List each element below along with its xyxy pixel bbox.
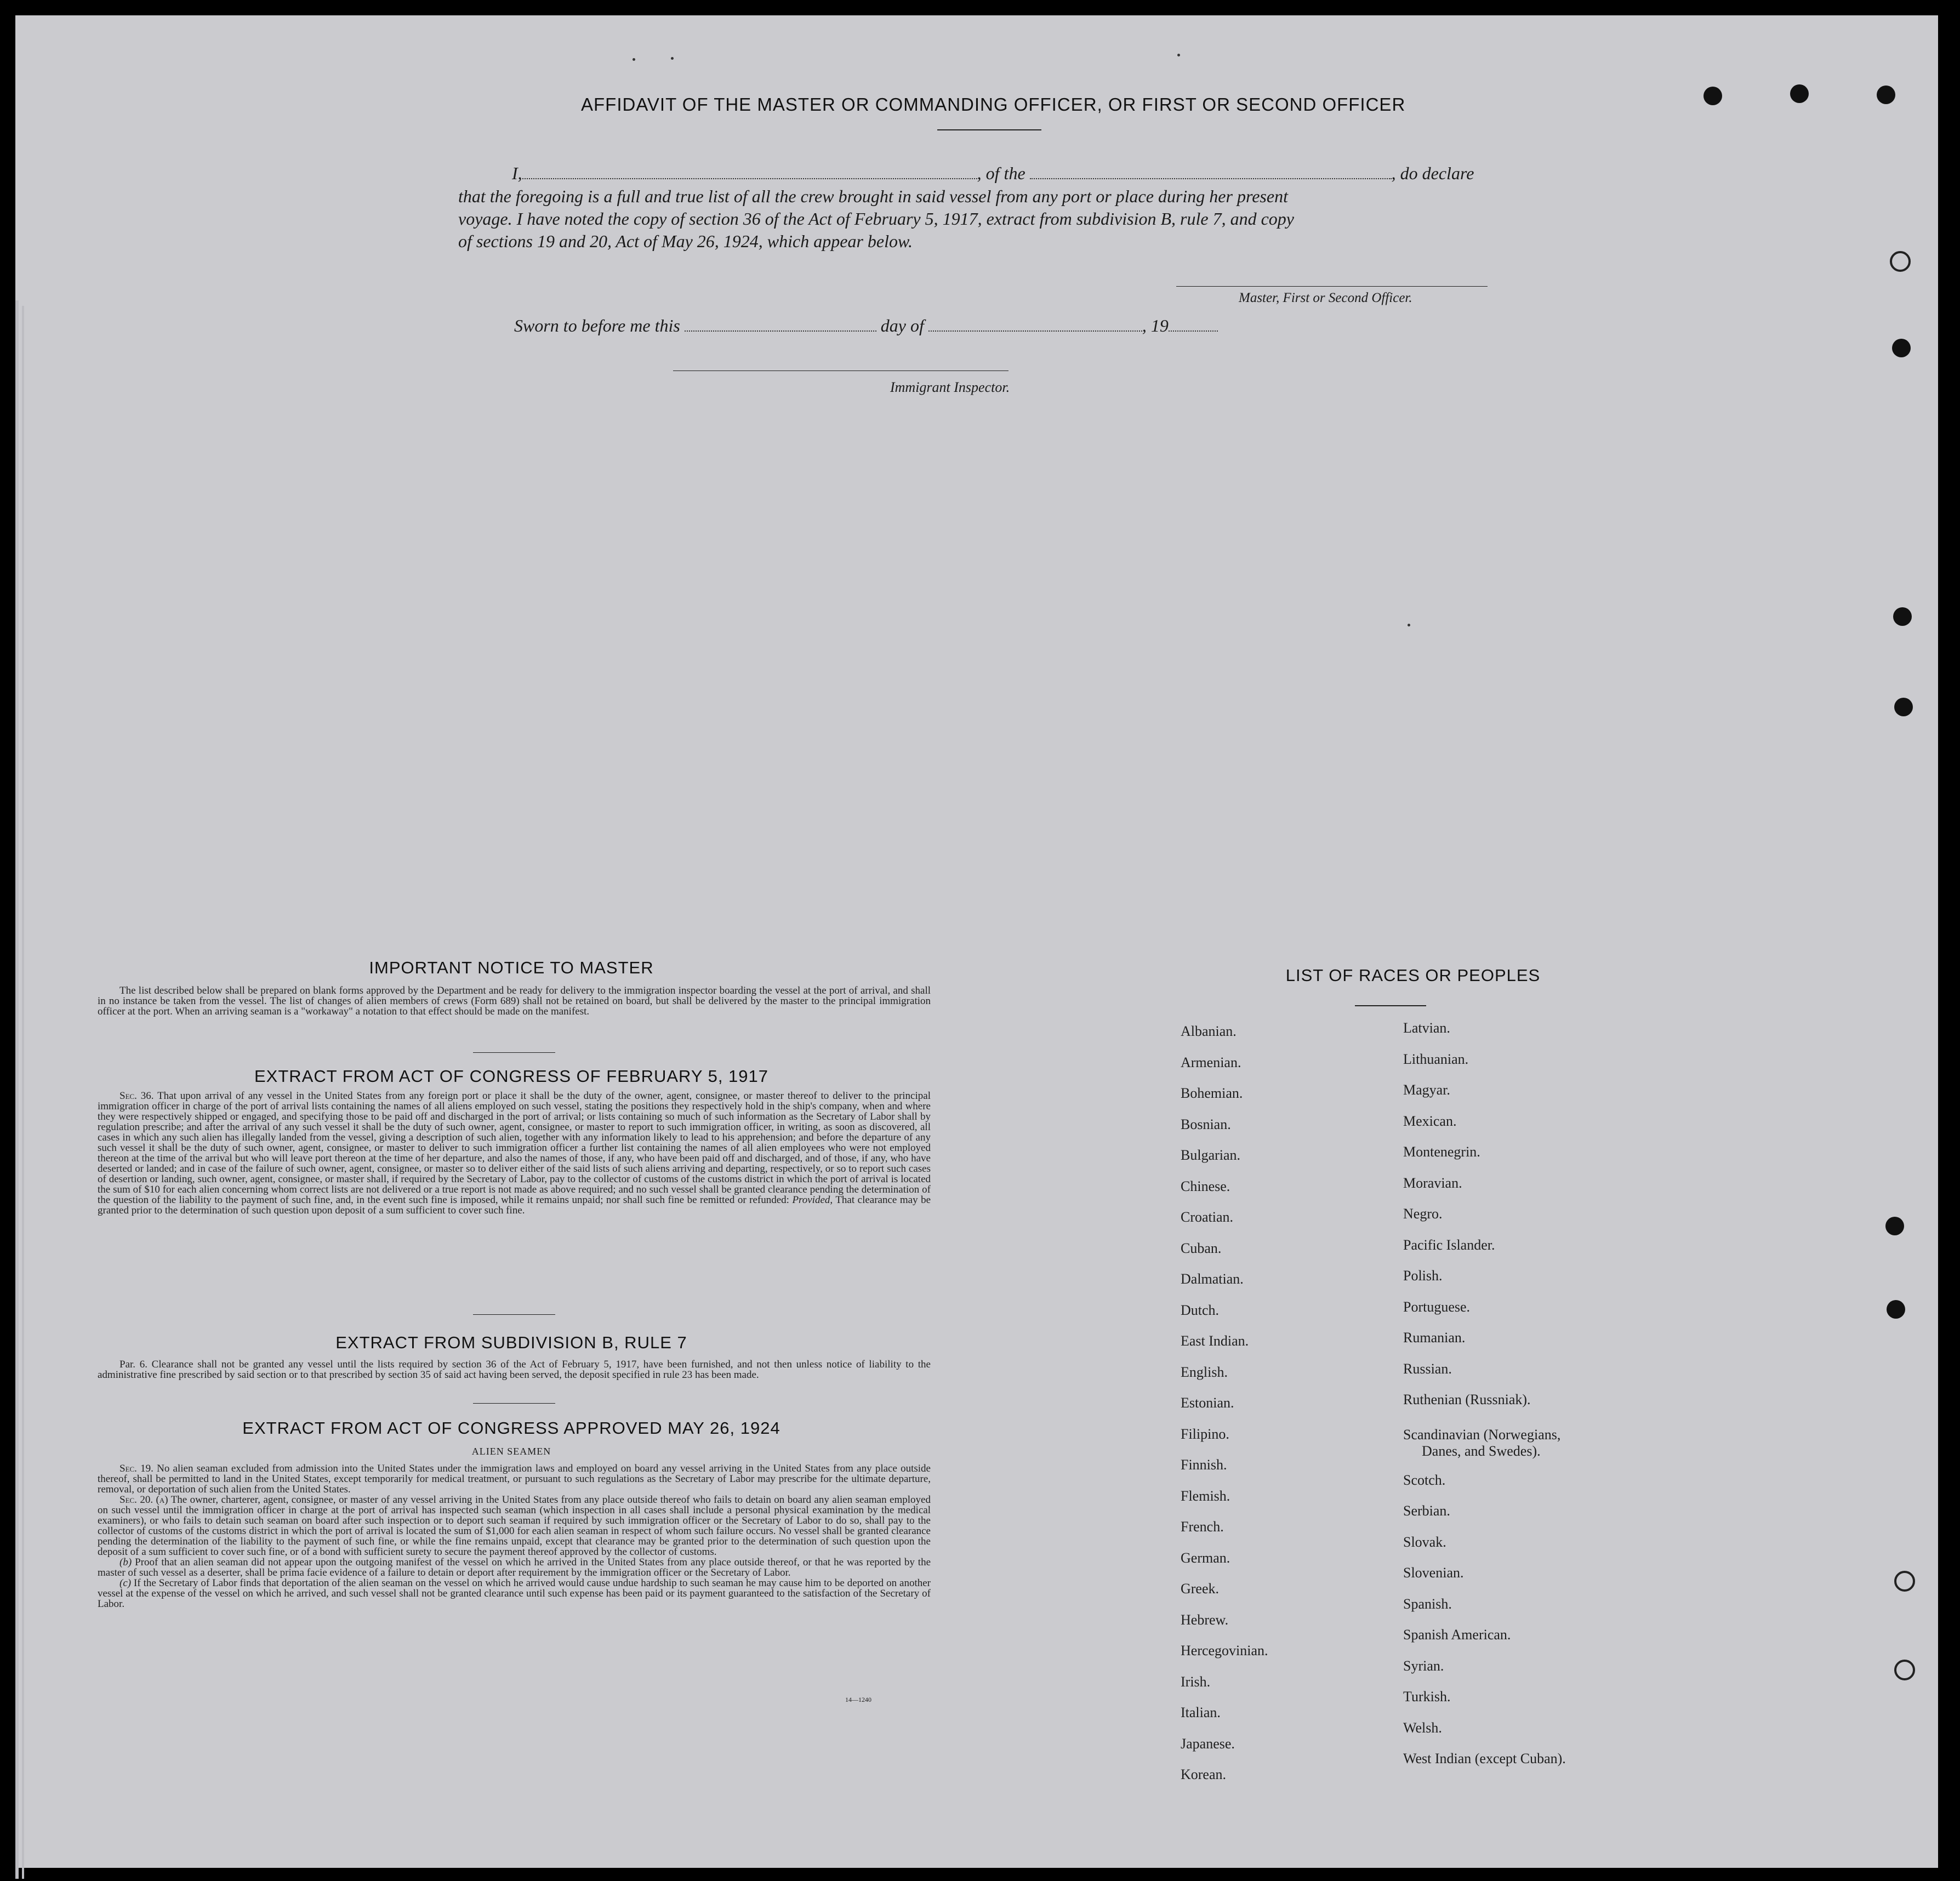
punch-hole [1887, 1300, 1905, 1319]
signature-line[interactable] [1176, 286, 1488, 287]
race-item: Albanian. [1181, 1023, 1237, 1039]
race-item: Irish. [1181, 1673, 1211, 1690]
signature-label: Master, First or Second Officer. [1239, 290, 1412, 305]
sworn-label: Sworn to before me this [514, 316, 680, 335]
race-item: Hebrew. [1181, 1611, 1229, 1628]
race-item: Cuban. [1181, 1240, 1222, 1256]
affidavit-line: that the foregoing is a full and true list of all the crew brought in said vessel from any port or place during her present [458, 186, 1288, 206]
punch-hole [1894, 1660, 1915, 1680]
race-item: French. [1181, 1519, 1224, 1535]
race-item: Pacific Islander. [1403, 1236, 1495, 1253]
race-item: Bulgarian. [1181, 1147, 1241, 1163]
punch-hole [1885, 1217, 1904, 1235]
section-rule [473, 1314, 555, 1315]
race-item-line: Danes, and Swedes). [1422, 1443, 1541, 1459]
notice-text [98, 985, 931, 1017]
affidavit-declare-label: , do declare [1391, 163, 1474, 183]
sec-20b-text: Proof that an alien seaman did not appear upon the outgoing manifest of the vessel on which he arrived in the United States from any place outside thereof, or that he was reported by the master of such vessel as a deserter, shall be prima facie evidence of a failure to detain or deport after requirement by the immigration officer or the Secretary of Labor. [98, 1557, 931, 1578]
year-label: , 19 [1142, 316, 1169, 335]
race-item: Flemish. [1181, 1487, 1230, 1504]
race-item-line: Scandinavian (Norwegians, [1403, 1426, 1561, 1443]
race-item: Japanese. [1181, 1735, 1235, 1752]
notice-paragraph: The list described below shall be prepared on blank forms approved by the Department and be ready for delivery to the immigration inspector boarding the vessel at the port of arrival, and shall in no instance be taken from the vessel. The list of changes of alien members of crews (Form 689) shall not be retained on board, but shall be delivered by the master to the principal immigration officer at the port. When an arriving seaman is a "workaway" a notation to that effect should be made on the manifest. [98, 985, 931, 1017]
title-rule [937, 129, 1041, 130]
races-title: LIST OF RACES OR PEOPLES [1285, 966, 1541, 985]
affidavit-title: AFFIDAVIT OF THE MASTER OR COMMANDING OFFICER, OR FIRST OR SECOND OFFICER [581, 94, 1406, 115]
race-item: Slovenian. [1403, 1565, 1464, 1581]
race-item: Welsh. [1403, 1719, 1442, 1736]
races-column-left [1181, 1016, 1268, 1791]
race-item: Dutch. [1181, 1302, 1220, 1318]
punch-hole [1703, 87, 1722, 105]
punch-hole [1877, 86, 1895, 104]
punch-hole [1892, 339, 1911, 357]
month-blank[interactable] [928, 329, 1142, 332]
punch-hole [1894, 698, 1913, 716]
race-item: Hercegovinian. [1181, 1643, 1268, 1658]
sec-19-label: Sec. 19. [119, 1463, 153, 1474]
rule-7-text [98, 1359, 931, 1380]
race-item: Spanish American. [1403, 1627, 1511, 1643]
sec-20c-label: (c) [119, 1577, 132, 1589]
sec-20c-text: If the Secretary of Labor finds that deportation of the alien seaman on the vessel on which he arrived would cause undue hardship to such seaman he may cause him to be deported on another vessel at the expense of the vessel on which he arrived, and such vessel shall not be granted clearance until such expense has been paid or its payment guaranteed to the satisfaction of the Secretary of Labor. [98, 1577, 931, 1610]
race-item: Greek. [1181, 1581, 1220, 1597]
race-item: Dalmatian. [1181, 1271, 1244, 1287]
race-item: Ruthenian (Russniak). [1403, 1392, 1531, 1407]
rule-7-title: EXTRACT FROM SUBDIVISION B, RULE 7 [335, 1333, 687, 1352]
section-rule [473, 1052, 555, 1053]
extract-1924-title: EXTRACT FROM ACT OF CONGRESS APPROVED MAY 26, 1924 [242, 1418, 780, 1438]
race-gap [1403, 1460, 1566, 1465]
rule-7-paragraph: Par. 6. Clearance shall not be granted any vessel until the lists required by section 36 of the Act of February 5, 1917, have been furnished, and not then unless notice of liability to the administrative fine prescribed by said section or to that prescribed by section 35 of said act having been served, the deposit specified in rule 23 has been made. [98, 1359, 931, 1381]
punch-hole [1890, 251, 1911, 272]
affidavit-line: voyage. I have noted the copy of section 36 of the Act of February 5, 1917, extract from subdivision B, rule 7, and copy [458, 209, 1294, 229]
section-rule [473, 1403, 555, 1404]
affidavit-declaration-line [512, 163, 1474, 184]
extract-1917-title: EXTRACT FROM ACT OF CONGRESS OF FEBRUARY 5, 1917 [254, 1067, 769, 1086]
sec-36-paragraph [98, 1091, 931, 1216]
race-item: Serbian. [1403, 1503, 1450, 1519]
race-item: Bohemian. [1181, 1085, 1243, 1101]
sec-20a-paragraph [98, 1495, 931, 1557]
extract-1924-text [98, 1463, 931, 1609]
punch-hole [1893, 607, 1912, 626]
race-item: English. [1181, 1364, 1228, 1380]
notice-title: IMPORTANT NOTICE TO MASTER [369, 958, 654, 977]
race-item: Portuguese. [1403, 1298, 1471, 1315]
race-item: Filipino. [1181, 1426, 1229, 1442]
sec-20-label: Sec. 20. (a) [119, 1494, 168, 1506]
sec-20b-label: (b) [119, 1557, 132, 1568]
race-item: Turkish. [1403, 1689, 1451, 1705]
races-column-right [1403, 1013, 1566, 1775]
race-item-scandinavian [1403, 1416, 1566, 1460]
provided-label: Provided, [792, 1194, 833, 1206]
vessel-blank[interactable] [1030, 177, 1392, 179]
race-item: Croatian. [1181, 1209, 1234, 1225]
race-item: Montenegrin. [1403, 1144, 1480, 1160]
race-item: Syrian. [1403, 1657, 1444, 1674]
sworn-line [514, 316, 1218, 336]
day-blank[interactable] [685, 329, 876, 332]
race-item: Italian. [1181, 1705, 1221, 1720]
ink-speck [671, 57, 674, 60]
inspector-label: Immigrant Inspector. [890, 379, 1010, 395]
day-of-label: day of [880, 316, 924, 335]
race-item: Negro. [1403, 1206, 1443, 1222]
race-item: Mexican. [1403, 1113, 1457, 1129]
sec-36-text-end: That clearance may be granted prior to the determination of such question upon deposit of a sum sufficient to cover such fine. [98, 1194, 931, 1216]
race-item: West Indian (except Cuban). [1403, 1751, 1566, 1766]
sheet-edge [22, 306, 24, 1879]
race-item: Russian. [1403, 1360, 1452, 1377]
sec-19-text: No alien seaman excluded from admission into the United States under the immigration laws and employed on board any vessel arriving in the United States from any place outside thereof, shall be permitted to land in the United States, except temporarily for medical treatment, or pursuant to such regulations as the Secretary of Labor may prescribe for the ultimate departure, removal, or deportation of such alien from the United States. [98, 1463, 931, 1495]
race-item: Finnish. [1181, 1457, 1227, 1473]
affidavit-line: of sections 19 and 20, Act of May 26, 1924, which appear below. [458, 231, 913, 251]
sec-19-paragraph [98, 1463, 931, 1495]
year-blank[interactable] [1169, 329, 1218, 332]
race-item: Latvian. [1403, 1020, 1450, 1036]
race-item: Rumanian. [1403, 1330, 1466, 1346]
race-item: Bosnian. [1181, 1116, 1231, 1132]
race-item: German. [1181, 1549, 1230, 1566]
sec-20c-paragraph [98, 1578, 931, 1609]
race-item: Korean. [1181, 1766, 1227, 1782]
alien-seamen-subtitle: ALIEN SEAMEN [471, 1446, 551, 1457]
document-page [15, 15, 1938, 1868]
race-item: Spanish. [1403, 1595, 1452, 1612]
sec-20a-text: The owner, charterer, agent, consignee, or master of any vessel arriving in the United States from any place outside thereof who fails to detain on board any alien seaman employed on such vessel until the immigration officer in charge at the port of arrival has inspected such seaman (which inspection in all cases shall include a personal physical examination by the medical examiners), or who fails to detain such seaman on board after such inspection or to deport such seaman if required by such immigration officer or the Secretary of Labor to do so, shall pay to the collector of customs of the customs district in which the port of arrival is located the sum of $1,000 for each alien seaman in respect of whom such failure occurs. No vessel shall be granted clearance pending the determination of the liability to the payment of such fine, or while the fine remains unpaid, except that clearance may be granted prior to the determination of such question upon the deposit of a sum sufficient to cover such fine, or of a bond with sufficient surety to secure the payment thereof approved by the collector of customs. [98, 1494, 931, 1558]
punch-hole [1894, 1571, 1915, 1592]
sec-36-label: Sec. 36. [119, 1090, 154, 1102]
ink-speck [633, 58, 635, 61]
name-blank[interactable] [522, 177, 977, 179]
sec-36-text: That upon arrival of any vessel in the United States from any foreign port or place it shall be the duty of the owner, agent, consignee, or master thereof to deliver to the principal immigration officer in charge of the port of arrival lists containing the names of all aliens employed on such vessel, stating the positions they respectively hold in the ship's company, when and where they were respectively shipped or engaged, and specifying those to be paid off and discharged in the port of arrival; or lists containing so much of such information as the Secretary of Labor shall by regulation prescribe; and after the arrival of any such vessel it shall be the duty of such owner, agent, consignee, or master to report to such immigration officer, in writing, as soon as discovered, all cases in which any such alien has illegally landed from the vessel, giving a description of such alien, together with any information likely to lead to his apprehension; and before the departure of any such vessel it shall be the duty of such owner, agent, consignee, or master to deliver to such immigration officer a further list containing the names of all alien employees who were not employed thereon at the time of the arrival but who will leave port thereon at the time of her departure, and also the names of those, if any, who have been paid off and discharged, and of those, if any, who have deserted or landed; and in case of the failure of such owner, agent, consignee, or master so to deliver either of the said lists of such aliens arriving and departing, respectively, or so to report such cases of desertion or landing, such owner, agent, consignee, or master shall, if required by the Secretary of Labor, pay to the collector of customs of the customs district in which the port of arrival is located the sum of $10 for each alien concerning whom correct lists are not delivered or a true report is not made as above required; and no such vessel shall be granted clearance pending the determination of the question of the liability to the payment of such fine, and, in the event such fine is imposed, while it remains unpaid; nor shall such fine be remitted or refunded: [98, 1090, 931, 1206]
races-rule [1355, 1005, 1426, 1006]
affidavit-i-label: I, [512, 163, 522, 183]
form-number: 14—1240 [845, 1696, 871, 1703]
race-item: Scotch. [1403, 1472, 1446, 1488]
race-item: Slovak. [1403, 1534, 1446, 1550]
race-item: Estonian. [1181, 1395, 1234, 1411]
sec-20b-paragraph [98, 1557, 931, 1578]
race-item: Moravian. [1403, 1175, 1462, 1191]
race-item: Chinese. [1181, 1178, 1230, 1194]
extract-1917-text [98, 1091, 931, 1216]
sheet-edge [15, 300, 19, 1879]
ink-speck [1408, 624, 1410, 626]
race-item: Polish. [1403, 1268, 1443, 1284]
ink-speck [1177, 54, 1180, 56]
race-item: Armenian. [1181, 1054, 1241, 1070]
punch-hole [1790, 84, 1809, 103]
affidavit-of-the-label: , of the [977, 163, 1025, 183]
race-item: Lithuanian. [1403, 1051, 1469, 1067]
race-item: East Indian. [1181, 1333, 1249, 1349]
race-item: Magyar. [1403, 1082, 1450, 1098]
affidavit-body [458, 185, 1543, 253]
